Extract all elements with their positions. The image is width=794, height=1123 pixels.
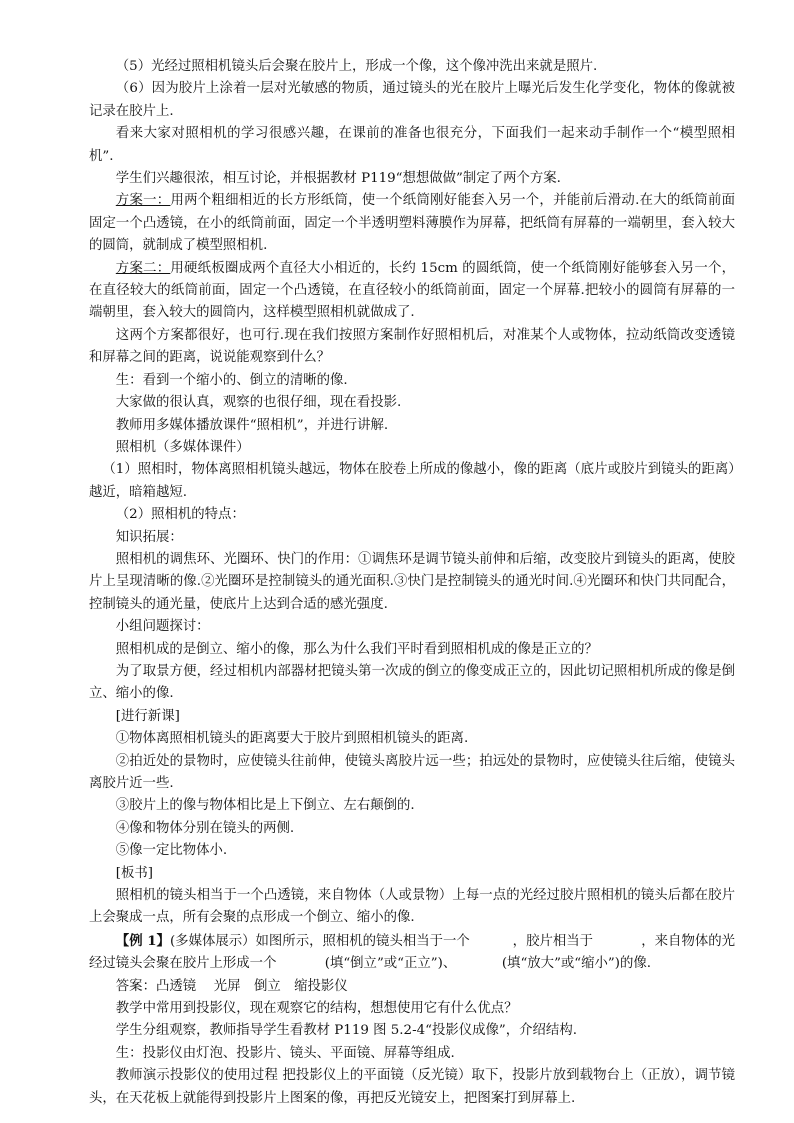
list-item: ④像和物体分别在镜头的两侧. [115, 820, 295, 836]
paragraph [89, 258, 735, 325]
paragraph: （2）照相机的特点： [115, 507, 245, 523]
example-label: 【例 1】 [115, 932, 170, 949]
paragraph: 学生们兴趣很浓，相互讨论，并根据教材 P119“想想做做”制定了两个方案. [115, 171, 561, 187]
paragraph: （1）照相时，物体离照相机镜头越远，物体在胶卷上所成的像越小，像的距离（底片或胶片到镜头的距离）越近，暗箱越短. [89, 462, 735, 500]
example-text: ，胶片相当于 [512, 933, 594, 949]
paragraph: 答案：凸透镜 光屏 倒立 缩投影仪 [115, 978, 348, 994]
example-text: ，来自物体的光经过镜头会聚在胶片上形成一个 [89, 933, 736, 972]
paragraph: 教学中常用到投影仪，现在观察它的结构，想想使用它有什么优点？ [115, 1001, 518, 1017]
list-item: ⑤像一定比物体小. [115, 843, 228, 859]
paragraph: （5）光经过照相机镜头后会聚在胶片上，形成一个像，这个像冲洗出来就是照片. [115, 59, 598, 74]
paragraph: 照相机的调焦环、光圈环、快门的作用：①调焦环是调节镜头前伸和后缩，改变胶片到镜头的距离，使胶片上呈现清晰的像.②光圈环是控制镜头的通光面积.③快门是控制镜头的通光时间.④光圈环和快门共同配合，控制镜头的通光量，使底片上达到合适的感光强度. [89, 551, 735, 612]
example-text: (填“倒立”或“正立”)、 [324, 956, 457, 972]
paragraph: 小组问题探讨： [115, 619, 210, 635]
paragraph: 这两个方案都很好，也可行.现在我们按照方案制作好照相机后，对准某个人或物体，拉动纸筒改变透镜和屏幕之间的距离，说说能观察到什么？ [89, 327, 735, 366]
paragraph: （6）因为胶片上涂着一层对光敏感的物质，通过镜头的光在胶片上曝光后发生化学变化，物体的像就被记录在胶片上. [89, 81, 735, 119]
plan-one-text: 用两个粗细相近的长方形纸筒，使一个纸筒刚好能套入另一个，并能前后滑动.在大的纸筒前面固定一个凸透镜，在小的纸筒前面，固定一个半透明塑料薄膜作为屏幕，把纸筒有屏幕的一端朝里，套入较大的圆筒，就制成了模型照相机. [89, 193, 735, 254]
list-item: ①物体离照相机镜头的距离要大于胶片到照相机镜头的距离. [115, 731, 469, 747]
paragraph: 照相机（多媒体课件） [115, 439, 250, 455]
paragraph: 教师用多媒体播放课件“照相机”，并进行讲解. [115, 417, 389, 433]
example-question [89, 930, 735, 976]
paragraph: 生：投影仪由灯泡、投影片、镜头、平面镜、屏幕等组成. [115, 1045, 455, 1061]
document-body [89, 56, 735, 1110]
paragraph: 学生分组观察，教师指导学生看教材 P119 图 5.2-4“投影仪成像”，介绍结构. [115, 1023, 577, 1039]
paragraph: 照相机的镜头相当于一个凸透镜，来自物体（人或景物）上每一点的光经过胶片照相机的镜头后都在胶片上会聚成一点，所有会聚的点形成一个倒立、缩小的像. [89, 888, 735, 926]
list-item: ③胶片上的像与物体相比是上下倒立、左右颠倒的. [115, 798, 415, 814]
plan-one-label: 方案一： [115, 193, 171, 209]
paragraph: 大家做的很认真，观察的也很仔细，现在看投影. [115, 395, 402, 411]
section-heading: [板书] [115, 865, 154, 881]
paragraph: 为了取景方便，经过相机内部器材把镜头第一次成的倒立的像变成正立的，因此切记照相机所成的像是倒立、缩小的像. [89, 663, 735, 702]
plan-two-text: 用硬纸板圈成两个直径大小相近的，长约 15cm 的圆纸筒，使一个纸筒刚好能够套入另一个，在直径较大的纸筒前面，固定一个凸透镜，在直径较小的纸筒前面，固定一个屏幕.把较小的圆筒有屏幕的一端朝里，套入较大的圆筒内，这样模型照相机就做成了. [89, 260, 735, 321]
paragraph [89, 190, 735, 257]
paragraph: 教师演示投影仪的使用过程 把投影仪上的平面镜（反光镜）取下，投影片放到载物台上（正放），调节镜头，在天花板上就能得到投影片上图案的像，再把反光镜安上，把图案打到屏幕上. [89, 1068, 735, 1106]
example-text: (多媒体展示）如图所示，照相机的镜头相当于一个 [169, 933, 470, 949]
plan-two-label: 方案二： [115, 260, 171, 276]
paragraph: 知识拓展： [115, 529, 183, 545]
list-item: ②拍近处的景物时，应使镜头往前伸，使镜头离胶片远一些；拍远处的景物时，应使镜头往后缩，使镜头离胶片近一些. [89, 753, 735, 791]
paragraph: 看来大家对照相机的学习很感兴趣，在课前的准备也很充分，下面我们一起来动手制作一个“模型照相机”. [89, 126, 735, 164]
paragraph: 照相机成的是倒立、缩小的像，那么为什么我们平时看到照相机成的像是正立的？ [115, 641, 598, 657]
paragraph: 生：看到一个缩小的、倒立的清晰的像. [115, 372, 348, 388]
section-heading: [进行新课] [115, 708, 180, 724]
example-text: (填“放大”或“缩小”)的像. [501, 956, 652, 972]
